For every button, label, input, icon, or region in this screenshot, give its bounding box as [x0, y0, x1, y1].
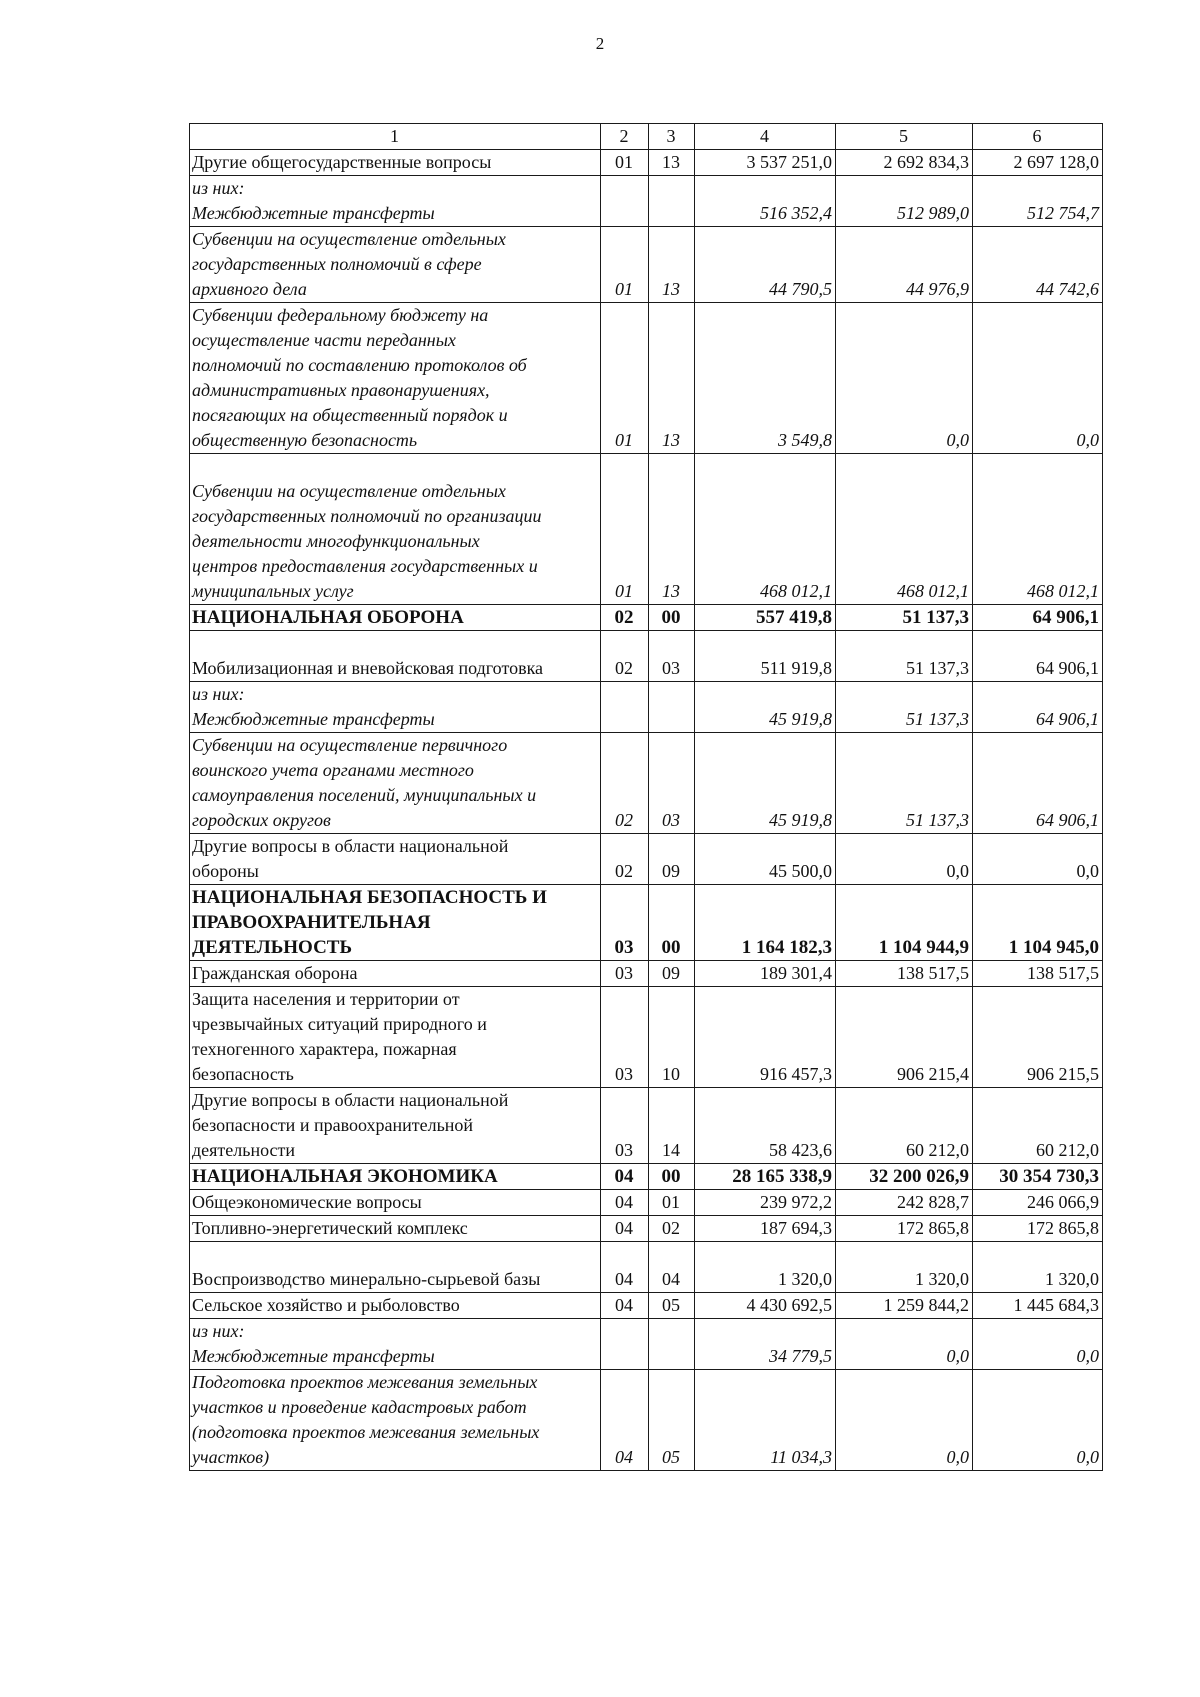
- row-name-cell: [190, 454, 601, 605]
- subsection-code-cell: 13: [649, 150, 695, 176]
- row-name-line: центров предоставления государственных и: [192, 556, 538, 576]
- table-row: [190, 1293, 1103, 1319]
- column-header: 3: [649, 124, 695, 150]
- value-col6-cell: 468 012,1: [973, 454, 1103, 605]
- value-col5-cell: 512 989,0: [836, 176, 973, 227]
- value-col5-cell: 51 137,3: [836, 605, 973, 631]
- row-name-line: ДЕЯТЕЛЬНОСТЬ: [192, 937, 353, 958]
- row-name-line: государственных полномочий в сфере: [192, 254, 482, 274]
- table-row: [190, 1190, 1103, 1216]
- row-name-line: муниципальных услуг: [192, 581, 354, 601]
- row-name-line: Воспроизводство минерально-сырьевой базы: [192, 1269, 541, 1289]
- value-col5-cell: 2 692 834,3: [836, 150, 973, 176]
- value-col4-cell: 916 457,3: [695, 987, 836, 1088]
- row-name-line: воинского учета органами местного: [192, 760, 474, 780]
- table-row: [190, 303, 1103, 454]
- value-col5-cell: 1 104 944,9: [836, 885, 973, 961]
- section-code-cell: 02: [601, 605, 649, 631]
- row-name-line: Другие вопросы в области национальной: [192, 836, 509, 856]
- value-col4-cell: 28 165 338,9: [695, 1164, 836, 1190]
- row-name-cell: [190, 605, 601, 631]
- table-row: [190, 1370, 1103, 1471]
- row-name-cell: [190, 961, 601, 987]
- value-col6-cell: 0,0: [973, 1370, 1103, 1471]
- row-name-line: ПРАВООХРАНИТЕЛЬНАЯ: [192, 912, 431, 933]
- column-header: 2: [601, 124, 649, 150]
- value-col5-cell: 1 259 844,2: [836, 1293, 973, 1319]
- row-name-line: техногенного характера, пожарная: [192, 1039, 457, 1059]
- section-code-cell: 03: [601, 1088, 649, 1164]
- row-name-line: городских округов: [192, 810, 331, 830]
- row-name-line: Подготовка проектов межевания земельных: [192, 1372, 538, 1392]
- row-name-line: полномочий по составлению протоколов об: [192, 355, 527, 375]
- row-name-line: деятельности многофункциональных: [192, 531, 480, 551]
- subsection-code-cell: 05: [649, 1370, 695, 1471]
- row-name-cell: [190, 733, 601, 834]
- section-code-cell: 01: [601, 227, 649, 303]
- subsection-code-cell: 00: [649, 885, 695, 961]
- row-name-cell: [190, 1293, 601, 1319]
- row-name-line: безопасности и правоохранительной: [192, 1115, 474, 1135]
- table-row: [190, 176, 1103, 227]
- value-col6-cell: 2 697 128,0: [973, 150, 1103, 176]
- value-col5-cell: 138 517,5: [836, 961, 973, 987]
- row-name-line: Межбюджетные трансферты: [192, 709, 435, 729]
- row-name-line: Гражданская оборона: [192, 963, 358, 983]
- row-name-line: Общеэкономические вопросы: [192, 1192, 422, 1212]
- budget-table: [189, 123, 1103, 1471]
- row-name-line: Другие общегосударственные вопросы: [192, 152, 492, 172]
- table-row: [190, 150, 1103, 176]
- row-name-line: НАЦИОНАЛЬНАЯ БЕЗОПАСНОСТЬ И: [192, 887, 547, 908]
- section-code-cell: 04: [601, 1164, 649, 1190]
- row-name-cell: [190, 150, 601, 176]
- page-number: 2: [595, 34, 605, 53]
- row-name-cell: [190, 176, 601, 227]
- value-col5-cell: 44 976,9: [836, 227, 973, 303]
- value-col5-cell: 0,0: [836, 1319, 973, 1370]
- value-col4-cell: 45 919,8: [695, 733, 836, 834]
- row-name-cell: [190, 1319, 601, 1370]
- row-name-cell: [190, 885, 601, 961]
- section-code-cell: 03: [601, 987, 649, 1088]
- subsection-code-cell: 01: [649, 1190, 695, 1216]
- value-col6-cell: 138 517,5: [973, 961, 1103, 987]
- subsection-code-cell: 13: [649, 454, 695, 605]
- table-row: [190, 834, 1103, 885]
- section-code-cell: 01: [601, 454, 649, 605]
- section-code-cell: 02: [601, 631, 649, 682]
- table-header-row: [190, 124, 1103, 150]
- value-col5-cell: 51 137,3: [836, 733, 973, 834]
- row-name-line: НАЦИОНАЛЬНАЯ ЭКОНОМИКА: [192, 1166, 498, 1187]
- value-col4-cell: 1 164 182,3: [695, 885, 836, 961]
- value-col4-cell: 34 779,5: [695, 1319, 836, 1370]
- subsection-code-cell: 02: [649, 1216, 695, 1242]
- section-row: [190, 1164, 1103, 1190]
- row-name-cell: [190, 1370, 601, 1471]
- value-col6-cell: 512 754,7: [973, 176, 1103, 227]
- value-col5-cell: 51 137,3: [836, 631, 973, 682]
- value-col6-cell: 60 212,0: [973, 1088, 1103, 1164]
- row-name-line: НАЦИОНАЛЬНАЯ ОБОРОНА: [192, 607, 464, 628]
- subsection-code-cell: 00: [649, 605, 695, 631]
- value-col5-cell: 0,0: [836, 834, 973, 885]
- value-col6-cell: 64 906,1: [973, 605, 1103, 631]
- section-code-cell: 02: [601, 733, 649, 834]
- table-row: [190, 1242, 1103, 1293]
- table-row: [190, 227, 1103, 303]
- value-col4-cell: 1 320,0: [695, 1242, 836, 1293]
- value-col4-cell: 557 419,8: [695, 605, 836, 631]
- value-col6-cell: 246 066,9: [973, 1190, 1103, 1216]
- row-name-line: Межбюджетные трансферты: [192, 203, 435, 223]
- table-row: [190, 733, 1103, 834]
- section-code-cell: 01: [601, 150, 649, 176]
- table-row: [190, 987, 1103, 1088]
- value-col5-cell: 906 215,4: [836, 987, 973, 1088]
- subsection-code-cell: 00: [649, 1164, 695, 1190]
- section-code-cell: 03: [601, 885, 649, 961]
- value-col4-cell: 239 972,2: [695, 1190, 836, 1216]
- value-col4-cell: 45 919,8: [695, 682, 836, 733]
- row-name-line: самоуправления поселений, муниципальных и: [192, 785, 537, 805]
- section-code-cell: 04: [601, 1216, 649, 1242]
- row-name-line: (подготовка проектов межевания земельных: [192, 1422, 540, 1442]
- row-name-line: Сельское хозяйство и рыболовство: [192, 1295, 460, 1315]
- subsection-code-cell: 03: [649, 631, 695, 682]
- section-code-cell: [601, 1319, 649, 1370]
- row-name-line: Защита населения и территории от: [192, 989, 460, 1009]
- row-name-line: участков и проведение кадастровых работ: [192, 1397, 527, 1417]
- subsection-code-cell: 05: [649, 1293, 695, 1319]
- value-col4-cell: 3 537 251,0: [695, 150, 836, 176]
- section-code-cell: [601, 176, 649, 227]
- value-col4-cell: 468 012,1: [695, 454, 836, 605]
- value-col4-cell: 4 430 692,5: [695, 1293, 836, 1319]
- section-row: [190, 885, 1103, 961]
- row-name-line: участков): [192, 1447, 270, 1467]
- value-col6-cell: 0,0: [973, 834, 1103, 885]
- subsection-code-cell: [649, 682, 695, 733]
- column-header: 5: [836, 124, 973, 150]
- value-col6-cell: 0,0: [973, 1319, 1103, 1370]
- section-code-cell: 04: [601, 1370, 649, 1471]
- row-name-line: Межбюджетные трансферты: [192, 1346, 435, 1366]
- row-name-line: государственных полномочий по организации: [192, 506, 542, 526]
- value-col4-cell: 44 790,5: [695, 227, 836, 303]
- table-row: [190, 682, 1103, 733]
- value-col6-cell: 906 215,5: [973, 987, 1103, 1088]
- value-col6-cell: 172 865,8: [973, 1216, 1103, 1242]
- value-col5-cell: 1 320,0: [836, 1242, 973, 1293]
- value-col4-cell: 58 423,6: [695, 1088, 836, 1164]
- value-col5-cell: 172 865,8: [836, 1216, 973, 1242]
- row-name-line: обороны: [192, 861, 259, 881]
- subsection-code-cell: 13: [649, 303, 695, 454]
- value-col6-cell: 0,0: [973, 303, 1103, 454]
- subsection-code-cell: 03: [649, 733, 695, 834]
- section-code-cell: 04: [601, 1293, 649, 1319]
- value-col4-cell: 187 694,3: [695, 1216, 836, 1242]
- column-header: 6: [973, 124, 1103, 150]
- value-col6-cell: 1 320,0: [973, 1242, 1103, 1293]
- row-name-cell: [190, 1242, 601, 1293]
- row-name-line: чрезвычайных ситуаций природного и: [192, 1014, 487, 1034]
- table-row: [190, 1088, 1103, 1164]
- row-name-line: посягающих на общественный порядок и: [192, 405, 508, 425]
- row-name-cell: [190, 682, 601, 733]
- value-col5-cell: 51 137,3: [836, 682, 973, 733]
- value-col4-cell: 511 919,8: [695, 631, 836, 682]
- value-col5-cell: 242 828,7: [836, 1190, 973, 1216]
- table-row: [190, 631, 1103, 682]
- table-row: [190, 1216, 1103, 1242]
- subsection-code-cell: [649, 176, 695, 227]
- value-col4-cell: 516 352,4: [695, 176, 836, 227]
- value-col5-cell: 0,0: [836, 303, 973, 454]
- value-col4-cell: 189 301,4: [695, 961, 836, 987]
- section-code-cell: 03: [601, 961, 649, 987]
- subsection-code-cell: 09: [649, 834, 695, 885]
- row-name-line: Субвенции на осуществление отдельных: [192, 481, 506, 501]
- value-col5-cell: 32 200 026,9: [836, 1164, 973, 1190]
- subsection-code-cell: 04: [649, 1242, 695, 1293]
- value-col5-cell: 468 012,1: [836, 454, 973, 605]
- value-col6-cell: 64 906,1: [973, 631, 1103, 682]
- row-name-line: Субвенции федеральному бюджету на: [192, 305, 489, 325]
- value-col4-cell: 11 034,3: [695, 1370, 836, 1471]
- row-name-cell: [190, 631, 601, 682]
- row-name-line: Другие вопросы в области национальной: [192, 1090, 509, 1110]
- table-row: [190, 1319, 1103, 1370]
- table-row: [190, 454, 1103, 605]
- value-col6-cell: 64 906,1: [973, 733, 1103, 834]
- value-col4-cell: 3 549,8: [695, 303, 836, 454]
- row-name-line: осуществление части переданных: [192, 330, 456, 350]
- column-header: 1: [190, 124, 601, 150]
- row-name-line: деятельности: [192, 1140, 296, 1160]
- row-name-cell: [190, 227, 601, 303]
- value-col6-cell: 30 354 730,3: [973, 1164, 1103, 1190]
- value-col6-cell: 64 906,1: [973, 682, 1103, 733]
- row-name-line: Субвенции на осуществление отдельных: [192, 229, 506, 249]
- subsection-code-cell: 14: [649, 1088, 695, 1164]
- row-name-cell: [190, 987, 601, 1088]
- row-name-cell: [190, 303, 601, 454]
- section-code-cell: 01: [601, 303, 649, 454]
- row-name-line: Топливно-энергетический комплекс: [192, 1218, 468, 1238]
- row-name-line: архивного дела: [192, 279, 307, 299]
- row-name-line: общественную безопасность: [192, 430, 418, 450]
- row-name-line: Субвенции на осуществление первичного: [192, 735, 508, 755]
- row-name-line: Мобилизационная и вневойсковая подготовка: [192, 658, 544, 678]
- row-name-cell: [190, 834, 601, 885]
- section-code-cell: [601, 682, 649, 733]
- value-col4-cell: 45 500,0: [695, 834, 836, 885]
- subsection-code-cell: [649, 1319, 695, 1370]
- row-name-cell: [190, 1088, 601, 1164]
- row-name-line: из них:: [192, 178, 245, 198]
- section-row: [190, 605, 1103, 631]
- column-header: 4: [695, 124, 836, 150]
- value-col6-cell: 44 742,6: [973, 227, 1103, 303]
- value-col5-cell: 0,0: [836, 1370, 973, 1471]
- value-col6-cell: 1 445 684,3: [973, 1293, 1103, 1319]
- section-code-cell: 04: [601, 1242, 649, 1293]
- section-code-cell: 04: [601, 1190, 649, 1216]
- table-row: [190, 961, 1103, 987]
- value-col5-cell: 60 212,0: [836, 1088, 973, 1164]
- row-name-line: из них:: [192, 684, 245, 704]
- row-name-line: из них:: [192, 1321, 245, 1341]
- section-code-cell: 02: [601, 834, 649, 885]
- subsection-code-cell: 09: [649, 961, 695, 987]
- value-col6-cell: 1 104 945,0: [973, 885, 1103, 961]
- row-name-cell: [190, 1190, 601, 1216]
- row-name-cell: [190, 1216, 601, 1242]
- row-name-cell: [190, 1164, 601, 1190]
- subsection-code-cell: 10: [649, 987, 695, 1088]
- row-name-line: безопасность: [192, 1064, 294, 1084]
- subsection-code-cell: 13: [649, 227, 695, 303]
- row-name-line: административных правонарушениях,: [192, 380, 490, 400]
